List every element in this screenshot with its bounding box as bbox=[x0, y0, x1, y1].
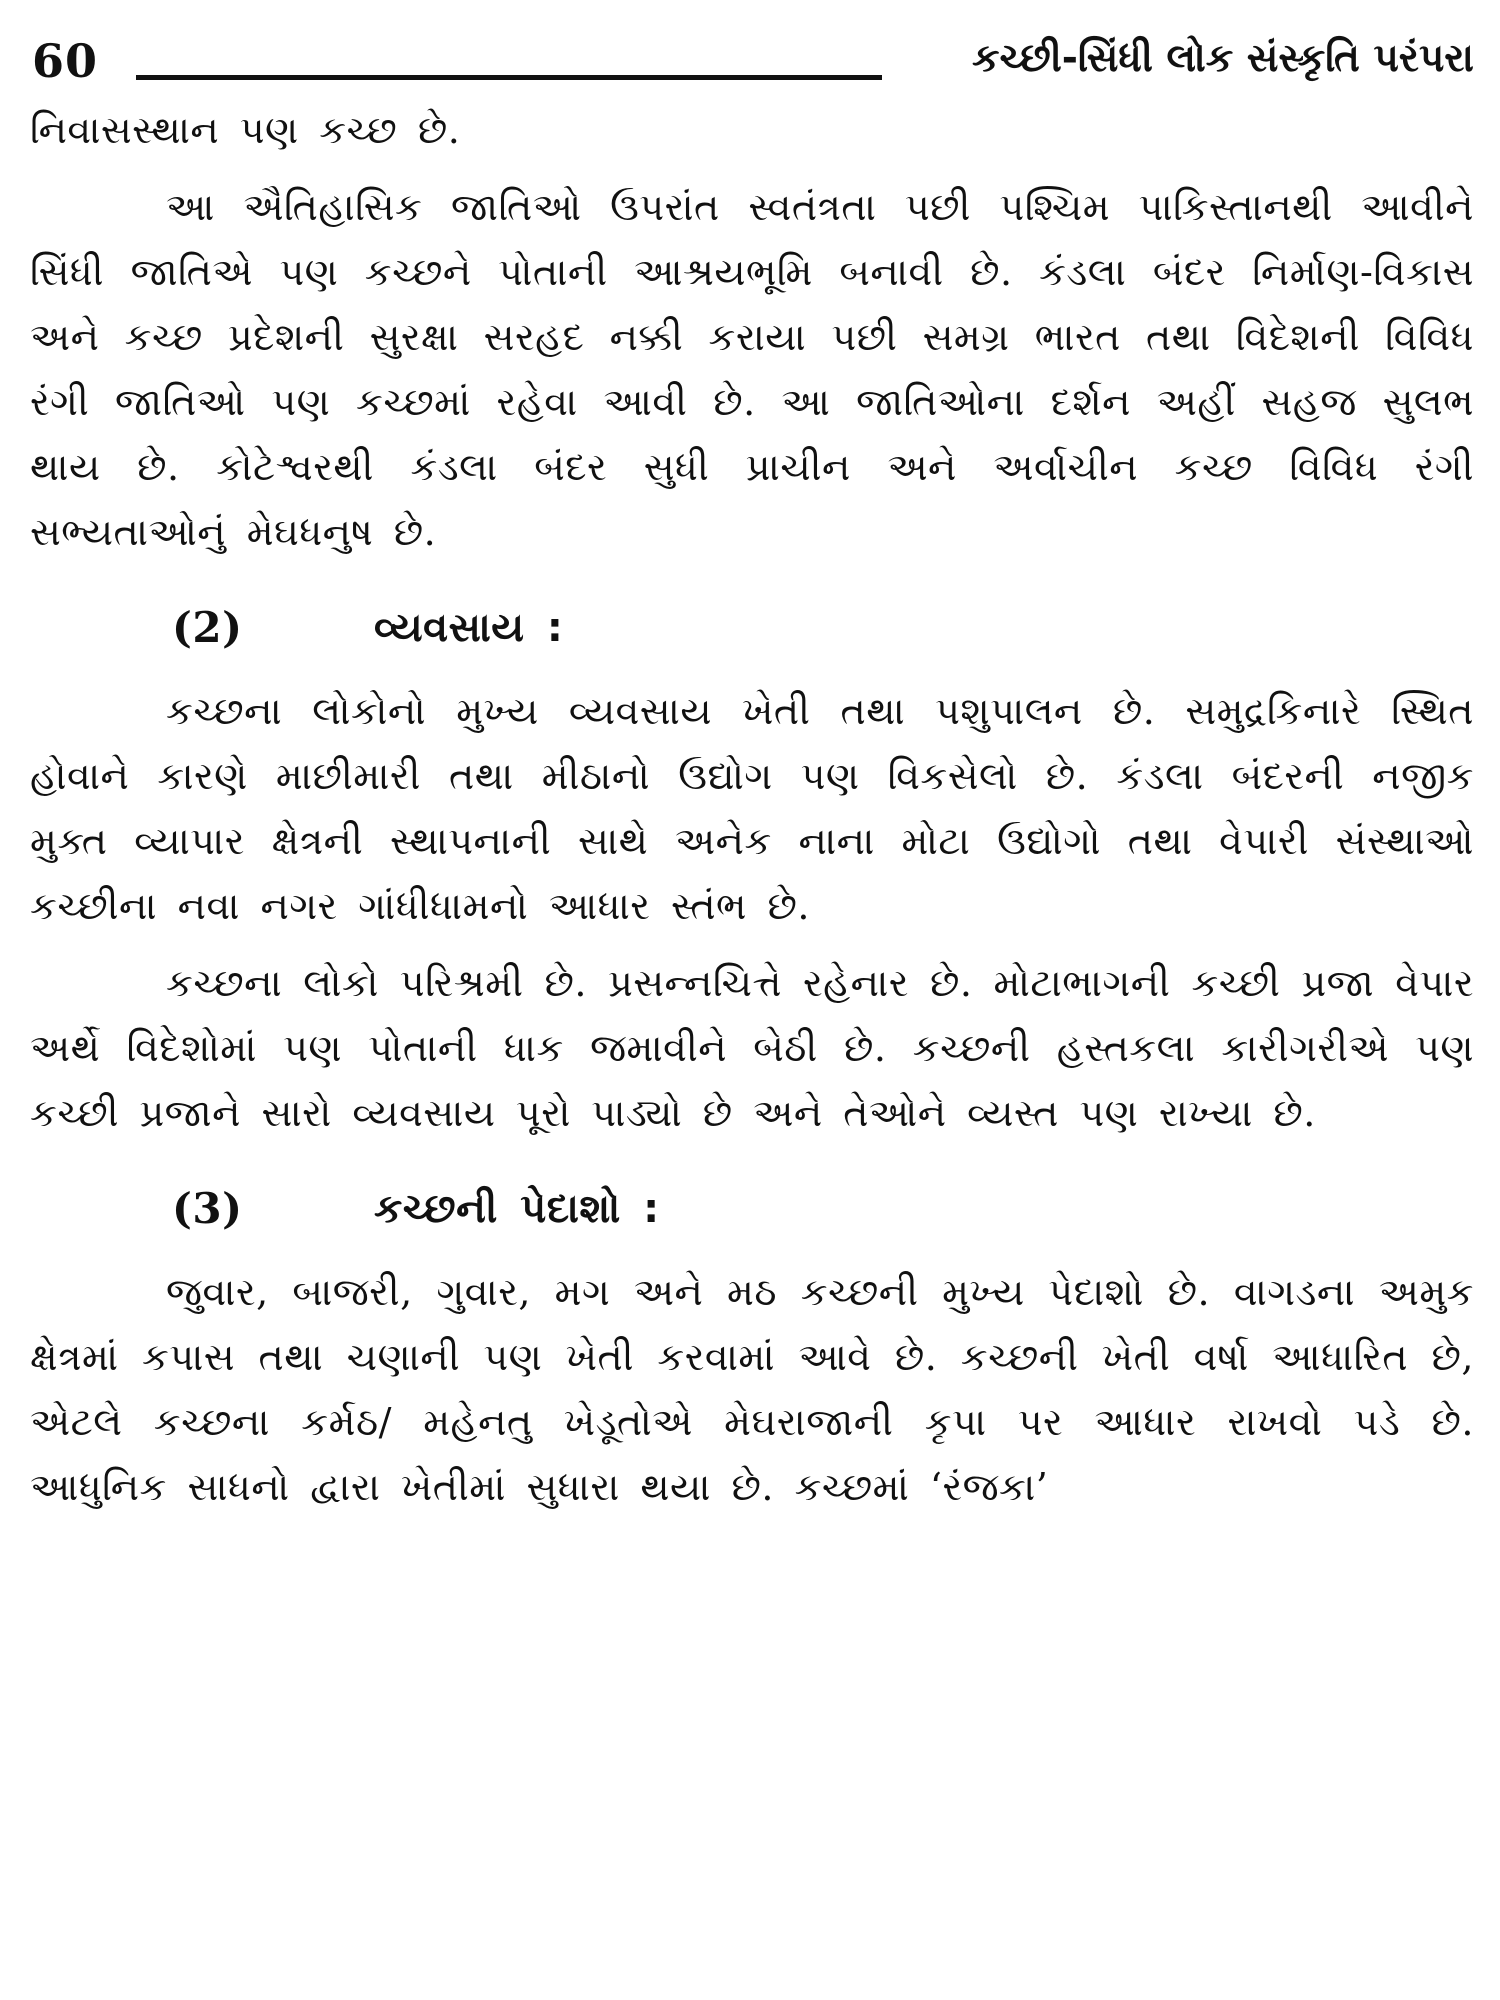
running-title: કચ્છી-સિંધી લોક સંસ્કૃતિ પરંપરા bbox=[972, 36, 1474, 81]
page-number: 60 bbox=[32, 34, 99, 88]
paragraph-products-1: જુવાર, બાજરી, ગુવાર, મગ અને મઠ કચ્છની મુખ્ય પેદાશો છે. વાગડના અમુક ક્ષેત્રમાં કપાસ તથા ચણાની પણ ખેતી કરવામાં આવે છે. કચ્છની ખેતી વર્ષા આધારિત છે, એટલે કચ્છના કર્મઠ/ મહેનતુ ખેડૂતોએ મેઘરાજાની કૃપા પર આધાર રાખવો પડે છે. આધુનિક સાધનો દ્વારા ખેતીમાં સુધારા થયા છે. કચ્છમાં ‘રંજકા’ bbox=[30, 1270, 1474, 1509]
section-number: (2) bbox=[172, 603, 243, 652]
paragraph-continuation: નિવાસસ્થાન પણ કચ્છ છે. bbox=[30, 108, 461, 152]
section-title: કચ્છની પેદાશો : bbox=[374, 1186, 660, 1232]
section-heading-products bbox=[30, 1174, 1474, 1244]
page-body bbox=[30, 98, 1474, 1520]
section-heading-occupation bbox=[30, 593, 1474, 663]
section-number: (3) bbox=[172, 1184, 243, 1233]
paragraph-occupation-1: કચ્છના લોકોનો મુખ્ય વ્યવસાય ખેતી તથા પશુપાલન છે. સમુદ્રકિનારે સ્થિત હોવાને કારણે માછીમારી તથા મીઠાનો ઉદ્યોગ પણ વિકસેલો છે. કંડલા બંદરની નજીક મુક્ત વ્યાપાર ક્ષેત્રની સ્થાપનાની સાથે અનેક નાના મોટા ઉદ્યોગો તથા વેપારી સંસ્થાઓ કચ્છીના નવા નગર ગાંધીધામનો આધાર સ્તંભ છે. bbox=[30, 689, 1474, 928]
paragraph-historic-tribes: આ ઐતિહાસિક જાતિઓ ઉપરાંત સ્વતંત્રતા પછી પશ્ચિમ પાકિસ્તાનથી આવીને સિંધી જાતિએ પણ કચ્છને પોતાની આશ્રયભૂમિ બનાવી છે. કંડલા બંદર નિર્માણ-વિકાસ અને કચ્છ પ્રદેશની સુરક્ષા સરહદ નક્કી કરાયા પછી સમગ્ર ભારત તથા વિદેશની વિવિધ રંગી જાતિઓ પણ કચ્છમાં રહેવા આવી છે. આ જાતિઓના દર્શન અહીં સહજ સુલભ થાય છે. કોટેશ્વરથી કંડલા બંદર સુધી પ્રાચીન અને અર્વાચીન કચ્છ વિવિધ રંગી સભ્યતાઓનું મેઘધનુષ છે. bbox=[30, 185, 1474, 554]
page-header bbox=[30, 28, 1474, 98]
section-title: વ્યવસાય : bbox=[374, 605, 564, 651]
paragraph-occupation-2: કચ્છના લોકો પરિશ્રમી છે. પ્રસન્નચિત્તે રહેનાર છે. મોટાભાગની કચ્છી પ્રજા વેપાર અર્થે વિદેશોમાં પણ પોતાની ધાક જમાવીને બેઠી છે. કચ્છની હસ્તકલા કારીગરીએ પણ કચ્છી પ્રજાને સારો વ્યવસાય પૂરો પાડ્યો છે અને તેઓને વ્યસ્ત પણ રાખ્યા છે. bbox=[30, 961, 1474, 1135]
header-rule bbox=[136, 75, 882, 80]
